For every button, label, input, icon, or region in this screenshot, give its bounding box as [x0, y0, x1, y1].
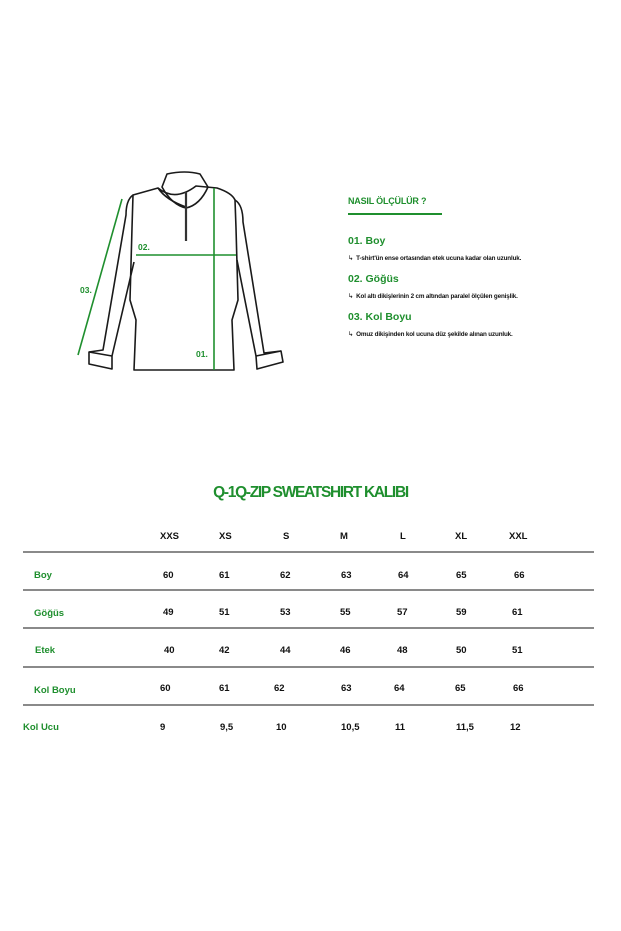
cell: 50 — [456, 645, 467, 656]
step-desc-text: Kol altı dikişlerinin 2 cm altından paralel ölçülen genişlik. — [356, 293, 518, 300]
cell: 65 — [455, 683, 466, 694]
cell: 64 — [394, 683, 405, 694]
row-divider — [23, 666, 594, 668]
size-header-l: L — [400, 531, 406, 542]
size-header-s: S — [283, 531, 290, 542]
arrow-icon: ↳ — [348, 255, 354, 262]
cell: 11 — [395, 722, 406, 733]
row-divider — [23, 551, 594, 553]
step-desc-length — [348, 255, 521, 262]
cell: 62 — [280, 570, 291, 581]
row-divider — [23, 627, 594, 629]
cell: 61 — [512, 607, 523, 618]
size-header-xxs: XXS — [160, 531, 180, 542]
cell: 12 — [510, 722, 521, 733]
how-to-title: NASIL ÖLÇÜLÜR ? — [348, 196, 427, 206]
cell: 42 — [219, 645, 230, 656]
cell: 40 — [164, 645, 175, 656]
step-title-length: 01. Boy — [348, 235, 386, 247]
cell: 49 — [163, 607, 174, 618]
cell: 59 — [456, 607, 467, 618]
cell: 60 — [160, 683, 171, 694]
row-divider — [23, 589, 594, 591]
size-header-m: M — [340, 531, 348, 542]
arrow-icon: ↳ — [348, 293, 354, 300]
cell: 65 — [456, 570, 467, 581]
chest-label: 02. — [138, 242, 150, 252]
step-title-chest: 02. Göğüs — [348, 273, 399, 285]
cell: 66 — [514, 570, 525, 581]
how-to-underline — [348, 213, 442, 215]
step-desc-chest — [348, 293, 518, 300]
length-label: 01. — [196, 349, 208, 359]
cell: 55 — [340, 607, 351, 618]
cell: 9 — [160, 722, 166, 733]
cell: 46 — [340, 645, 351, 656]
size-header-xxl: XXL — [509, 531, 528, 542]
cell: 10,5 — [341, 722, 360, 733]
cell: 51 — [219, 607, 230, 618]
row-label: Kol Boyu — [34, 685, 76, 696]
row-divider — [23, 704, 594, 706]
step-desc-text: Omuz dikişinden kol ucuna düz şekilde alınan uzunluk. — [356, 331, 513, 338]
cell: 53 — [280, 607, 291, 618]
size-chart-title: Q-1Q-ZIP SWEATSHIRT KALIBI — [213, 484, 408, 501]
cell: 9,5 — [220, 722, 234, 733]
arrow-icon: ↳ — [348, 331, 354, 338]
cell: 57 — [397, 607, 408, 618]
row-label: Kol Ucu — [23, 722, 59, 733]
row-label: Göğüs — [34, 608, 65, 619]
cell: 44 — [280, 645, 291, 656]
cell: 63 — [341, 683, 352, 694]
row-label: Boy — [34, 570, 52, 581]
cell: 48 — [397, 645, 408, 656]
cell: 62 — [274, 683, 285, 694]
row-label: Etek — [35, 645, 56, 656]
cell: 61 — [219, 570, 230, 581]
cell: 11,5 — [456, 722, 474, 733]
step-title-sleeve: 03. Kol Boyu — [348, 311, 412, 323]
cell: 51 — [512, 645, 523, 656]
cell: 63 — [341, 570, 352, 581]
step-desc-sleeve — [348, 331, 513, 338]
cell: 64 — [398, 570, 409, 581]
size-header-xl: XL — [455, 531, 468, 542]
cell: 10 — [276, 722, 287, 733]
step-desc-text: T-shirt'ün ense ortasından etek ucuna kadar olan uzunluk. — [356, 255, 522, 262]
cell: 60 — [163, 570, 174, 581]
sleeve-label: 03. — [80, 285, 92, 295]
cell: 66 — [513, 683, 524, 694]
size-header-xs: XS — [219, 531, 232, 542]
sweatshirt-diagram — [0, 0, 340, 400]
cell: 61 — [219, 683, 230, 694]
